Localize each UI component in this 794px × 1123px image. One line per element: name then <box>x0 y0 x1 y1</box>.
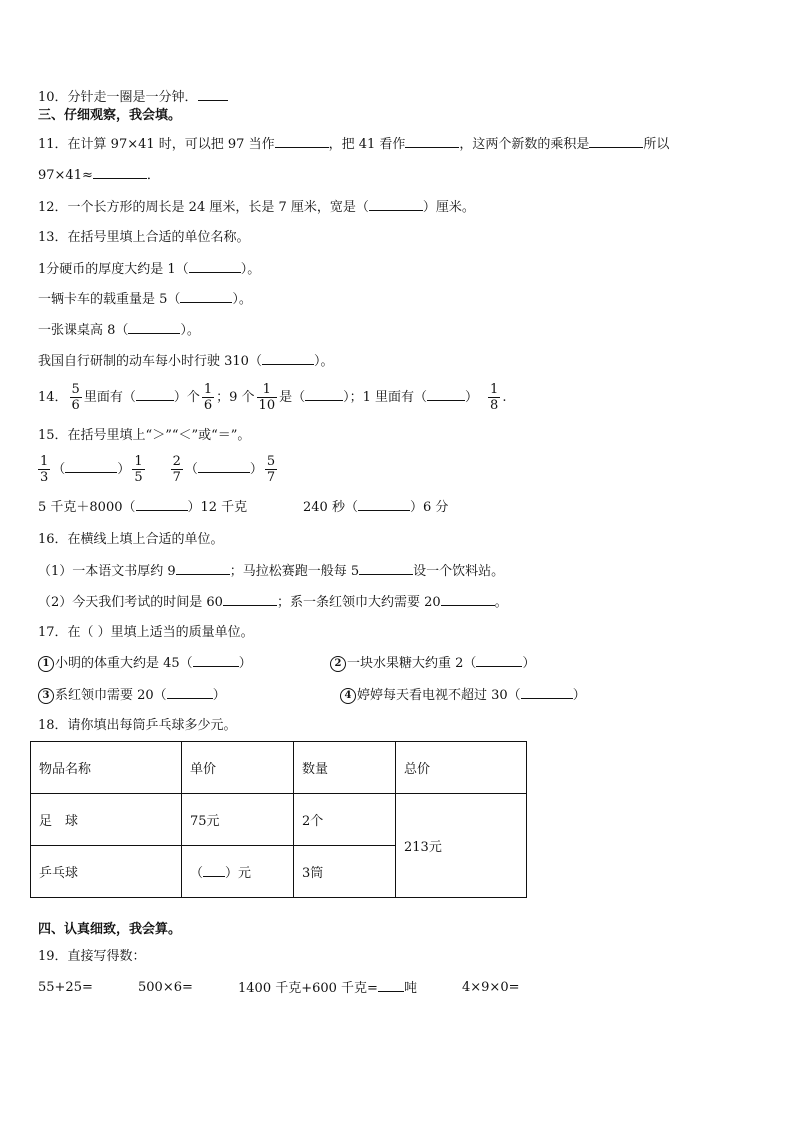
q11-text-f: ． <box>146 168 160 183</box>
row2-name: 乒乓球 <box>31 846 182 898</box>
q15-f1-denominator: 3 <box>40 470 49 485</box>
row1-name: 足 球 <box>31 794 182 846</box>
q11-blank-3[interactable] <box>589 135 643 148</box>
q17-blank-2[interactable] <box>476 654 522 667</box>
q17-item-1-text: 小明的体重大约是 45（ <box>55 656 193 671</box>
q12-blank[interactable] <box>369 198 423 211</box>
header-item-name: 物品名称 <box>31 742 182 794</box>
q15-fraction-row <box>38 452 279 488</box>
q14-fraction-1 <box>70 382 82 413</box>
table-row <box>31 794 527 846</box>
q17-title: 17．在（ ）里填上适当的质量单位。 <box>38 625 254 640</box>
q12-text-b: ）厘米。 <box>422 200 475 215</box>
q14-f3-denominator: 10 <box>258 398 276 413</box>
q11-text-b: ，把 41 看作 <box>328 137 406 152</box>
q17-item-4 <box>340 686 586 705</box>
row2-price <box>182 846 294 898</box>
q11-line2 <box>38 166 160 185</box>
row2-qty: 3筒 <box>294 846 396 898</box>
q11-text-d: 所以 <box>643 137 670 152</box>
q14-text-e: 是（ <box>279 390 306 405</box>
q16-l2a: （2）今天我们考试的时间是 60 <box>38 595 223 610</box>
q13-close-3: ）。 <box>180 323 200 338</box>
total-cell: 213元 <box>396 794 527 898</box>
q14-fraction-2 <box>202 382 214 413</box>
q10-blank[interactable] <box>198 88 228 101</box>
q12-line <box>38 198 475 217</box>
q14-blank-1[interactable] <box>136 388 174 401</box>
q16-line1 <box>38 562 504 581</box>
q14-text-h: . <box>502 390 507 405</box>
q15-w1-text: 5 千克＋8000（ <box>38 500 136 515</box>
q17-close-4: ） <box>572 688 586 703</box>
q14-fraction-3 <box>257 382 278 413</box>
q14-blank-2[interactable] <box>305 388 343 401</box>
q10-line <box>38 88 228 107</box>
q15-f1-numerator: 1 <box>40 454 49 469</box>
q13-close-1: ）。 <box>240 262 261 277</box>
q19-expr-1: 55+25= <box>38 980 93 995</box>
q13-item-3 <box>38 321 200 340</box>
q15-w1b-text: ）12 千克 <box>187 500 248 515</box>
q13-blank-3[interactable] <box>128 321 180 334</box>
q14-f1-denominator: 6 <box>71 398 80 413</box>
row2-price-unit: ）元 <box>225 866 252 881</box>
q15-f4-numerator: 5 <box>266 454 276 469</box>
q16-blank-3[interactable] <box>223 593 277 606</box>
q13-close-2: ）。 <box>232 292 252 307</box>
circled-number-2: 2 <box>330 656 346 672</box>
q15-fraction-3 <box>171 454 183 485</box>
header-quantity: 数量 <box>294 742 396 794</box>
section4-heading: 四、认真细致，我会算。 <box>38 922 182 937</box>
q19-expr-3-unit: 吨 <box>403 981 417 996</box>
q10-text: 10．分针走一圈是一分钟． <box>38 90 198 105</box>
q13-blank-2[interactable] <box>180 290 232 303</box>
q14-text-b: 里面有（ <box>83 390 136 405</box>
q15-time-compare <box>303 498 448 517</box>
q14-f4-denominator: 8 <box>490 398 499 413</box>
q16-blank-1[interactable] <box>176 562 230 575</box>
q13-item-4 <box>38 352 333 371</box>
q15-f3-denominator: 7 <box>172 470 181 485</box>
q11-blank-1[interactable] <box>275 135 329 148</box>
q14-f4-numerator: 1 <box>490 382 499 397</box>
q14-blank-3[interactable] <box>427 388 465 401</box>
q15-fraction-1 <box>38 454 50 485</box>
q14-num: 14． <box>38 390 68 405</box>
q13-title: 13．在括号里填上合适的单位名称。 <box>38 230 250 245</box>
section3-heading: 三、仔细观察，我会填。 <box>38 108 182 123</box>
q16-l1c: 设一个饮料站。 <box>413 564 505 579</box>
q13-item-1 <box>38 260 260 279</box>
q19-expr-3-text: 1400 千克+600 千克= <box>238 981 378 996</box>
q16-blank-2[interactable] <box>359 562 413 575</box>
q11-blank-2[interactable] <box>405 135 459 148</box>
q14-f3-numerator: 1 <box>262 382 271 397</box>
q16-l2b: ；系一条红领巾大约需要 20 <box>276 595 441 610</box>
q15-close-1: ） <box>117 462 131 477</box>
q15-f2-numerator: 1 <box>134 454 143 469</box>
q14-text-c: ）个 <box>173 390 200 405</box>
row1-qty: 2个 <box>294 794 396 846</box>
q13-item-3-text: 一张课桌高 8（ <box>38 323 129 338</box>
circled-number-3: 3 <box>38 688 54 704</box>
q11-text-a: 11．在计算 97×41 时，可以把 97 当作 <box>38 137 275 152</box>
q17-blank-3[interactable] <box>167 686 213 699</box>
price-table <box>30 741 527 898</box>
q13-item-2 <box>38 290 252 309</box>
q15-blank-2[interactable] <box>198 460 250 473</box>
q15-w2b-text: ）6 分 <box>409 500 449 515</box>
q11-text-c: ，这两个新数的乘积是 <box>459 137 590 152</box>
q11-blank-4[interactable] <box>93 166 147 179</box>
q15-w2-text: 240 秒（ <box>303 500 358 515</box>
q15-open-2: （ <box>184 462 198 477</box>
circled-number-4: 4 <box>340 688 356 704</box>
q17-item-1 <box>38 654 252 673</box>
row1-price: 75元 <box>182 794 294 846</box>
q14-text-d: ；9 个 <box>216 390 255 405</box>
table-header-row <box>31 742 527 794</box>
circled-number-1: 1 <box>38 656 54 672</box>
q16-blank-4[interactable] <box>441 593 495 606</box>
q15-title: 15．在括号里填上“＞”“＜”或“＝”。 <box>38 428 251 443</box>
q17-item-4-text: 婷婷每天看电视不超过 30（ <box>357 688 521 703</box>
q13-blank-4[interactable] <box>262 352 314 365</box>
q19-title: 19．直接写得数： <box>38 949 146 964</box>
q17-item-3-text: 系红领巾需要 20（ <box>55 688 167 703</box>
q13-blank-1[interactable] <box>189 260 241 273</box>
q17-close-1: ） <box>238 656 252 671</box>
q17-item-2 <box>330 654 535 673</box>
q18-title: 18．请你填出每筒乒乓球多少元。 <box>38 718 237 733</box>
q14-text-f: ）；1 里面有（ <box>343 390 428 405</box>
q15-blank-4[interactable] <box>358 498 410 511</box>
q16-line2 <box>38 593 508 612</box>
q13-item-2-text: 一辆卡车的载重量是 5（ <box>38 292 181 307</box>
q17-blank-4[interactable] <box>521 686 573 699</box>
q14-f1-numerator: 5 <box>71 382 80 397</box>
q15-blank-1[interactable] <box>65 460 117 473</box>
q17-close-2: ） <box>522 656 536 671</box>
q16-l1b: ；马拉松赛跑一般每 5 <box>229 564 360 579</box>
q19-blank-3[interactable] <box>378 979 404 992</box>
q14-line <box>38 380 506 416</box>
q17-item-3 <box>38 686 226 705</box>
q17-item-2-text: 一块水果糖大约重 2（ <box>347 656 477 671</box>
q11-text-e: 97×41≈ <box>38 168 93 183</box>
header-total: 总价 <box>396 742 527 794</box>
q14-f2-numerator: 1 <box>203 382 213 397</box>
q15-close-2: ） <box>249 462 263 477</box>
q15-f4-denominator: 7 <box>266 470 276 485</box>
q15-fraction-4 <box>265 454 277 485</box>
q15-blank-3[interactable] <box>136 498 188 511</box>
q14-text-g: ） <box>465 390 479 405</box>
q15-fraction-2 <box>132 454 144 485</box>
q15-f3-numerator: 2 <box>172 454 181 469</box>
q14-f2-denominator: 6 <box>203 398 213 413</box>
q15-f2-denominator: 5 <box>134 470 143 485</box>
q13-item-1-text: 1分硬币的厚度大约是 1（ <box>38 262 189 277</box>
q19-expr-2: 500×6= <box>138 980 193 995</box>
q16-l2c: 。 <box>494 595 508 610</box>
q17-blank-1[interactable] <box>193 654 239 667</box>
q15-weight-row <box>38 498 247 517</box>
q17-close-3: ） <box>212 688 226 703</box>
q19-expr-4: 4×9×0= <box>462 980 520 995</box>
q16-l1a: （1）一本语文书厚约 9 <box>38 564 176 579</box>
header-unit-price: 单价 <box>182 742 294 794</box>
q13-close-4: ）。 <box>313 354 334 369</box>
q13-item-4-text: 我国自行研制的动车每小时行驶 310（ <box>38 354 262 369</box>
q12-text-a: 12．一个长方形的周长是 24 厘米，长是 7 厘米，宽是（ <box>38 200 369 215</box>
q14-fraction-4 <box>488 382 500 413</box>
row2-price-blank[interactable] <box>203 864 225 877</box>
q19-expr-3 <box>238 979 417 998</box>
q11-line1 <box>38 135 669 154</box>
q16-title: 16．在横线上填上合适的单位。 <box>38 532 224 547</box>
q15-open-1: （ <box>52 462 66 477</box>
row2-price-open: （ <box>190 866 204 881</box>
